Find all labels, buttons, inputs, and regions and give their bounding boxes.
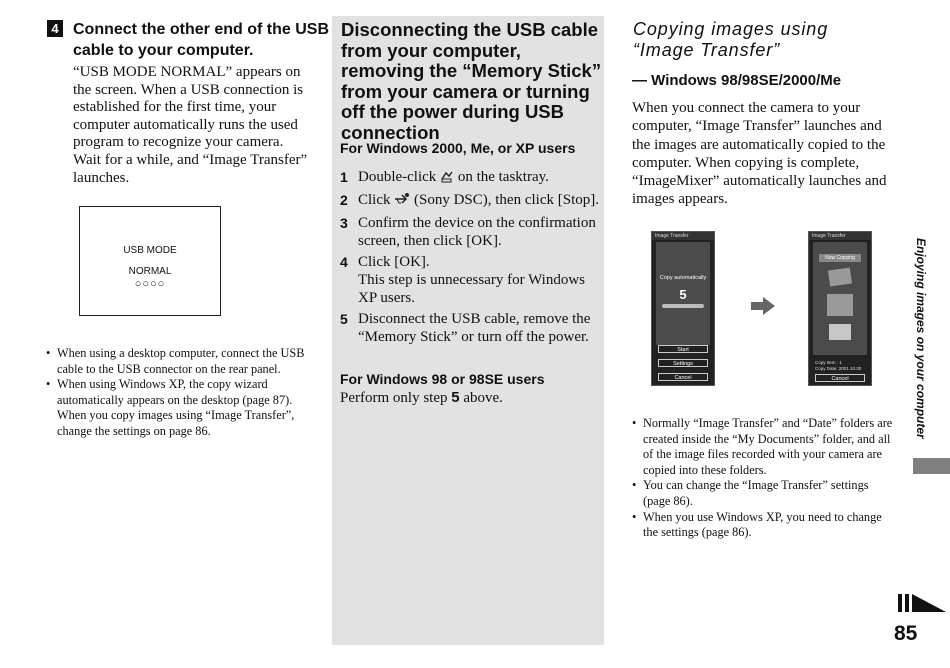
step-text-pre: Click (358, 192, 391, 208)
step-num: 2 (340, 192, 348, 208)
copy-date: Copy Date: 2001.10.30 (815, 366, 862, 371)
cancel-button[interactable]: Cancel (815, 374, 865, 382)
continued-icon (898, 592, 946, 619)
step-row (340, 214, 602, 250)
list-item: • When you use Windows XP, you need to change the settings (page 86). (632, 510, 894, 541)
page-number: 85 (894, 622, 918, 645)
image-transfer-window-start (651, 231, 715, 386)
step-text: Disconnect the USB cable, remove the “Memory Stick” or turn off the power. (358, 311, 591, 345)
section-tab-marker (913, 458, 950, 474)
disconnect-heading: Disconnecting the USB cable from your computer, removing the “Memory Stick” from your camera or turning off the power during USB connection (341, 19, 602, 143)
copy-auto-label: Copy automatically (659, 275, 707, 281)
step-text: Click [OK]. (358, 254, 430, 270)
lcd-line2: NORMAL (128, 266, 172, 277)
folder-thumbnail (829, 324, 851, 340)
list-item: • Normally “Image Transfer” and “Date” folders are created inside the “My Documents” folder, and all of the image files recorded with your camera are copied into these folders. (632, 416, 894, 478)
photo-thumbnail (828, 268, 852, 287)
count-value: 5 (679, 287, 687, 302)
right-notes (632, 416, 894, 541)
disconnect-steps (340, 168, 602, 349)
window-inner (813, 242, 867, 355)
step-num: 4 (340, 254, 348, 270)
step-row (340, 191, 602, 211)
step-row (340, 253, 602, 307)
perform-pre: Perform only step (340, 390, 448, 406)
step-text-extra: This step is unnecessary for Windows XP users. (358, 272, 585, 306)
right-arrow-icon (751, 297, 775, 320)
list-item: • When using a desktop computer, connect the USB cable to the USB connector on the rear panel. (46, 346, 311, 377)
window-inner (656, 242, 710, 345)
step-text-post: on the tasktray. (457, 169, 549, 185)
camera-thumbnail (827, 294, 853, 316)
lcd-screen-illustration (79, 206, 221, 316)
left-notes (46, 346, 311, 440)
lcd-dots: ○○○○ (134, 278, 166, 290)
image-transfer-window-copying (808, 231, 872, 386)
list-item: • When using Windows XP, the copy wizard automatically appears on the desktop (page 87). When you copy images using “Image Transfer”, change the settings on page 86. (46, 377, 311, 439)
perform-text (340, 389, 503, 407)
start-button[interactable]: Start (658, 345, 708, 353)
step-num: 1 (340, 169, 348, 185)
progress-bar (662, 304, 704, 308)
win2000-subheading: For Windows 2000, Me, or XP users (340, 140, 576, 156)
copy-status: Copy Item : 1 (815, 360, 842, 365)
win98-subheading: For Windows 98 or 98SE users (340, 371, 545, 387)
step-num: 5 (340, 311, 348, 327)
step-row (340, 310, 602, 346)
perform-step: 5 (451, 389, 460, 406)
step-heading: Connect the other end of the USB cable to your computer. (73, 21, 329, 59)
list-item: • You can change the “Image Transfer” settings (page 86). (632, 478, 894, 509)
step-number-badge: 4 (47, 20, 63, 37)
step-text-post: (Sony DSC), then click [Stop]. (414, 192, 599, 208)
window-title: Image Transfer (652, 232, 714, 240)
step-body: “USB MODE NORMAL” appears on the screen. When a USB connection is established for the first time, your computer automatically runs the used program to recognize your camera. Wait for a while, and “Image Transfer” launches. (73, 64, 308, 186)
window-title: Image Transfer (809, 232, 871, 240)
tasktray-usb-icon (440, 170, 454, 188)
cancel-button[interactable]: Cancel (658, 373, 708, 381)
lcd-line1: USB MODE (123, 245, 177, 256)
now-copying-label: Now Copying (819, 254, 861, 262)
perform-post: above. (463, 390, 503, 406)
step-row (340, 168, 602, 188)
section-side-label: Enjoying images on your computer (914, 238, 928, 439)
step-text-pre: Double-click (358, 169, 437, 185)
settings-button[interactable]: Settings (658, 359, 708, 367)
step-num: 3 (340, 215, 348, 231)
step-text: Confirm the device on the confirmation screen, then click [OK]. (358, 215, 596, 249)
copying-heading: Copying images using “Image Transfer” (633, 19, 829, 60)
copying-body: When you connect the camera to your computer, “Image Transfer” launches and the images are automatically copied to the computer. When copying is complete, “ImageMixer” automatically launches and images appears. (632, 100, 887, 208)
windows-version-subheading: — Windows 98/98SE/2000/Me (632, 72, 842, 89)
sony-dsc-icon (394, 192, 410, 211)
